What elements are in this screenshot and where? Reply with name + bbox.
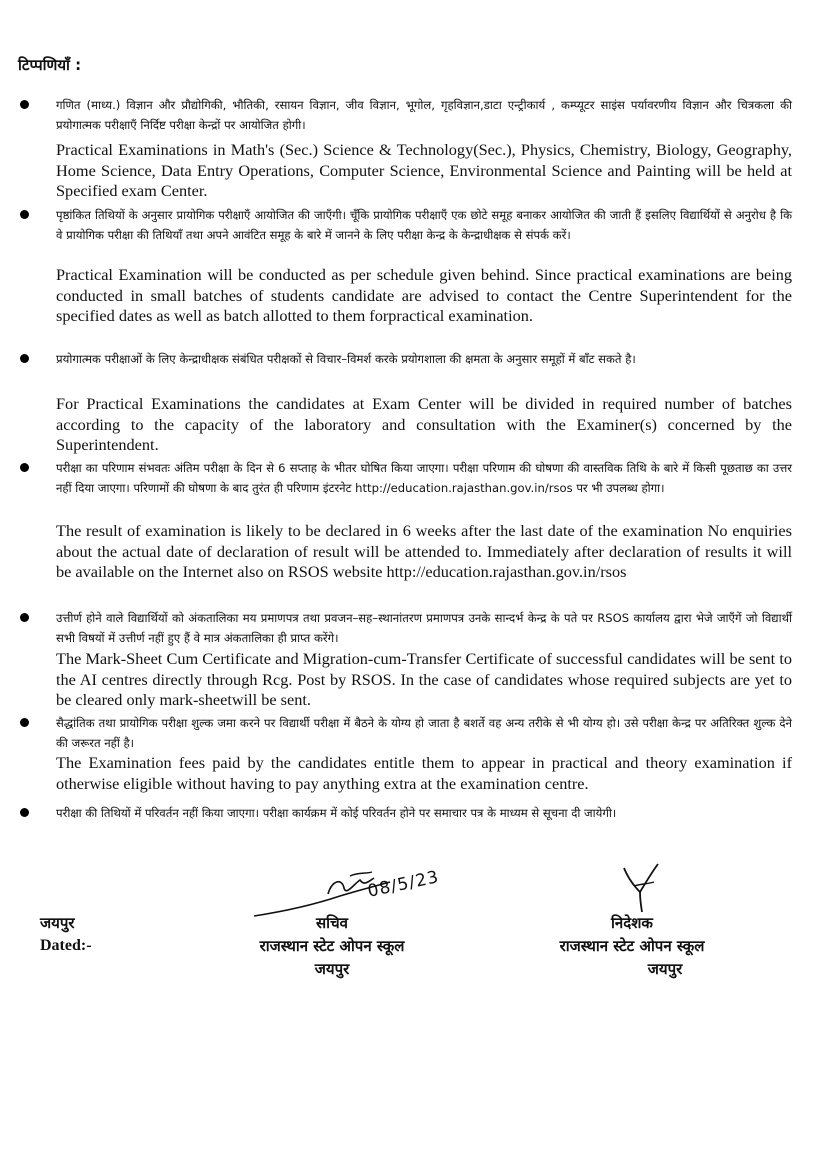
secretary-title: सचिव [316, 914, 348, 932]
note-english: The result of examination is likely to be declared in 6 weeks after the last date of the examination No enquiries about the actual date of declaration of result will be attended to. Immediately after declaration of results it will be available on the Internet also on RSOS website http://education.rajasthan.gov.in/rsos [56, 521, 792, 581]
director-org: राजस्थान स्टेट ओपन स्कूल [559, 937, 705, 955]
note-hindi: गणित (माध्य.) विज्ञान और प्रौद्योगिकी, भौतिकी, रसायन विज्ञान, जीव विज्ञान, भूगोल, गृहविज्ञान,डाटा एन्ट्रीकार्य , कम्प्यूटर साइंस पर्यावरणीय विज्ञान और चित्रकला की प्रयोगात्मक परीक्षाएँ निर्दिष्ट परीक्षा केन्द्रों पर आयोजित होगी। [56, 98, 792, 132]
secretary-city: जयपुर [314, 960, 350, 978]
bullet-icon [20, 100, 29, 109]
note-hindi: पृष्ठांकित तिथियों के अनुसार प्रायोगिक परीक्षाएँ आयोजित की जाएँगी। चूँकि प्रायोगिक परीक्षाएँ एक छोटे समूह बनाकर आयोजित की जाती हैं इसलिए विद्यार्थियों से अनुरोध है कि वे प्रायोगिक परीक्षा की तिथियाँ तथा अपने आवंटित समूह के बारे में जानने के लिए परीक्षा केन्द्र के केन्द्राधीक्षक से संपर्क करें। [56, 208, 792, 242]
note-english: The Mark-Sheet Cum Certificate and Migration-cum-Transfer Certificate of successful candidates will be sent to the AI centres directly through Rcg. Post by RSOS. In the case of candidates whose required subjects are yet to be cleared only mark-sheetwill be sent. [56, 649, 792, 709]
secretary-org: राजस्थान स्टेट ओपन स्कूल [259, 937, 405, 955]
director-title: निदेशक [611, 914, 653, 932]
signature-date: 08/5/23 [365, 867, 442, 902]
notes-heading: टिप्पणियाँ : [18, 56, 82, 74]
bullet-icon [20, 808, 29, 817]
note-english: Practical Examinations in Math's (Sec.) Science & Technology(Sec.), Physics, Chemistry, Biology, Geography, Home Science, Data Entry Operations, Computer Science, Environmental Science and Painting will be held at Specified exam Center. [56, 140, 792, 200]
bullet-icon [20, 718, 29, 727]
bullet-icon [20, 463, 29, 472]
bullet-icon [20, 613, 29, 622]
dated-label: Dated:- [40, 937, 92, 954]
note-hindi: उत्तीर्ण होने वाले विद्यार्थियों को अंकतालिका मय प्रमाणपत्र तथा प्रवजन–सह–स्थानांतरण प्रमाणपत्र उनके सान्दर्भ केन्द्र के पते पर RSOS कार्यालय द्वारा भेजे जाएँगें जो विद्यार्थी सभी विषयों में उत्तीर्ण नहीं हुए हैं वे मात्र अंकतालिका ही प्राप्त करेंगे। [56, 611, 792, 645]
director-city: जयपुर [647, 960, 683, 978]
note-hindi: परीक्षा का परिणाम संभवतः अंतिम परीक्षा के दिन से 6 सप्ताह के भीतर घोषित किया जाएगा। परीक्षा परिणाम की घोषणा की वास्तविक तिथि के बारे में किसी पूछताछ का उत्तर नहीं दिया जाएगा। परिणामों की घोषणा के बाद तुरंत ही परिणाम इंटरनेट http://education.rajasthan.gov.in/rsos पर भी उपलब्ध होगा। [56, 461, 792, 495]
note-hindi: सैद्धांतिक तथा प्रायोगिक परीक्षा शुल्क जमा करने पर विद्यार्थी परीक्षा में बैठने के योग्य हो जाता है बशर्ते वह अन्य तरीके से भी योग्य हो। उसे परीक्षा केन्द्र पर अतिरिक्त शुल्क देने की जरूरत नहीं है। [56, 716, 792, 750]
place-label: जयपुर [40, 914, 75, 932]
note-english: Practical Examination will be conducted as per schedule given behind. Since practical examinations are being conducted in small batches of students candidate are advised to contact the Centre Superintendent for the specified dates as well as batch allotted to them forpractical examination. [56, 265, 792, 325]
director-signature [610, 860, 670, 916]
note-hindi: प्रयोगात्मक परीक्षाओं के लिए केन्द्राधीक्षक संबंधित परीक्षकों से विचार–विमर्श करके प्रयोगशाला की क्षमता के अनुसार समूहों में बाँट सकते है। [56, 352, 636, 366]
note-english: The Examination fees paid by the candidates entitle them to appear in practical and theory examination if otherwise eligible without having to pay anything extra at the examination centre. [56, 753, 792, 793]
note-english: For Practical Examinations the candidates at Exam Center will be divided in required number of batches according to the capacity of the laboratory and consultation with the Examiner(s) concerned by the Superintendent. [56, 394, 792, 454]
bullet-icon [20, 354, 29, 363]
bullet-icon [20, 210, 29, 219]
note-hindi: परीक्षा की तिथियों में परिवर्तन नहीं किया जाएगा। परीक्षा कार्यक्रम में कोई परिवर्तन होने पर समाचार पत्र के माध्यम से सूचना दी जायेगी। [56, 806, 617, 820]
